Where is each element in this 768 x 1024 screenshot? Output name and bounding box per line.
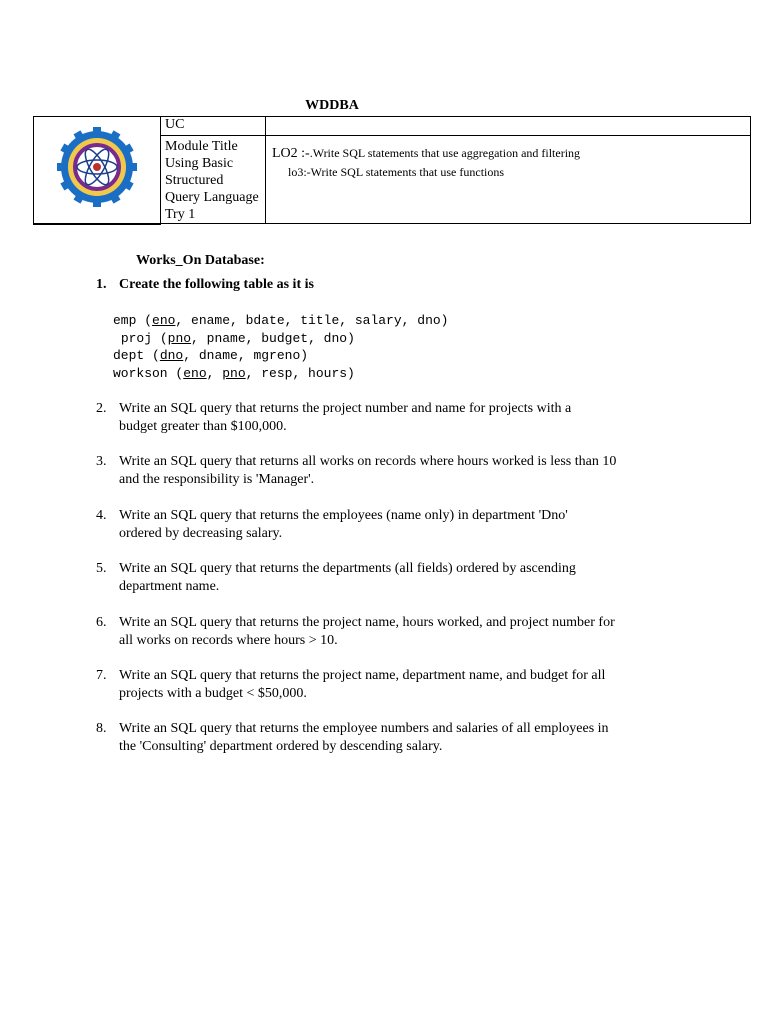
question-list	[96, 400, 676, 774]
schema-code-block	[113, 312, 448, 382]
uc-value-cell	[266, 117, 751, 136]
question-text: department name.	[119, 579, 220, 595]
question-2	[96, 400, 676, 453]
question-number: 2.	[96, 401, 107, 416]
question-8	[96, 720, 676, 773]
question-text: Write an SQL query that returns the departments (all fields) ordered by ascending	[119, 561, 576, 577]
question-number: 7.	[96, 667, 107, 683]
module-header-table	[33, 116, 751, 225]
question-text: ordered by decreasing salary.	[119, 525, 283, 541]
question-6	[96, 614, 676, 667]
question-number: 3.	[96, 454, 107, 470]
logo-cell	[34, 117, 161, 224]
schema-line-emp: emp (eno, ename, bdate, title, salary, dno)	[113, 313, 449, 328]
module-title-label: Module Title	[165, 139, 238, 154]
lo2-prefix: LO2 :-	[272, 146, 310, 161]
question-text: Write an SQL query that returns all works on records where hours worked is less than 10	[119, 454, 617, 470]
lo3-line: lo3:-Write SQL statements that use functions	[288, 165, 505, 179]
question-text: all works on records where hours > 10.	[119, 632, 338, 648]
module-title-cell	[161, 136, 266, 224]
lo2-text: .Write SQL statements that use aggregation and filtering	[309, 146, 581, 160]
learning-outcomes-cell	[266, 136, 751, 224]
lo2-line	[272, 144, 746, 163]
institution-logo-icon	[52, 127, 142, 207]
question-text: projects with a budget < $50,000.	[119, 685, 307, 701]
question-text: Write an SQL query that returns the employees (name only) in department 'Dno'	[119, 507, 568, 523]
question-1	[96, 277, 314, 293]
section-title: Works_On Database:	[136, 253, 265, 268]
question-text: Write an SQL query that returns the project number and name for projects with a	[119, 401, 572, 416]
question-text: and the responsibility is 'Manager'.	[119, 472, 315, 488]
question-number: 8.	[96, 721, 107, 737]
module-title-line: Try 1	[165, 207, 196, 222]
question-number: 1.	[96, 277, 107, 292]
module-title-line: Structured	[165, 173, 224, 188]
question-3	[96, 453, 676, 506]
schema-line-dept: dept (dno, dname, mgreno)	[113, 348, 309, 363]
question-text: Write an SQL query that returns the project name, department name, and budget for all	[119, 667, 606, 683]
question-number: 6.	[96, 614, 107, 630]
question-text: budget greater than $100,000.	[119, 419, 287, 434]
schema-line-proj: proj (pno, pname, budget, dno)	[120, 330, 355, 346]
question-number: 4.	[96, 507, 107, 523]
question-text: Write an SQL query that returns the project name, hours worked, and project number for	[119, 614, 615, 630]
module-title-line: Using Basic	[165, 156, 234, 171]
question-7	[96, 667, 676, 720]
question-text: Write an SQL query that returns the employee numbers and salaries of all employees in	[119, 721, 609, 737]
question-4	[96, 507, 676, 560]
document-title: WDDBA	[305, 98, 359, 113]
schema-line-workson: workson (eno, pno, resp, hours)	[113, 365, 355, 381]
question-text: the 'Consulting' department ordered by descending salary.	[119, 739, 443, 755]
question-5	[96, 560, 676, 613]
question-text: Create the following table as it is	[119, 277, 314, 292]
question-number: 5.	[96, 561, 107, 577]
module-title-line: Query Language	[165, 190, 259, 205]
uc-label: UC	[161, 117, 266, 136]
